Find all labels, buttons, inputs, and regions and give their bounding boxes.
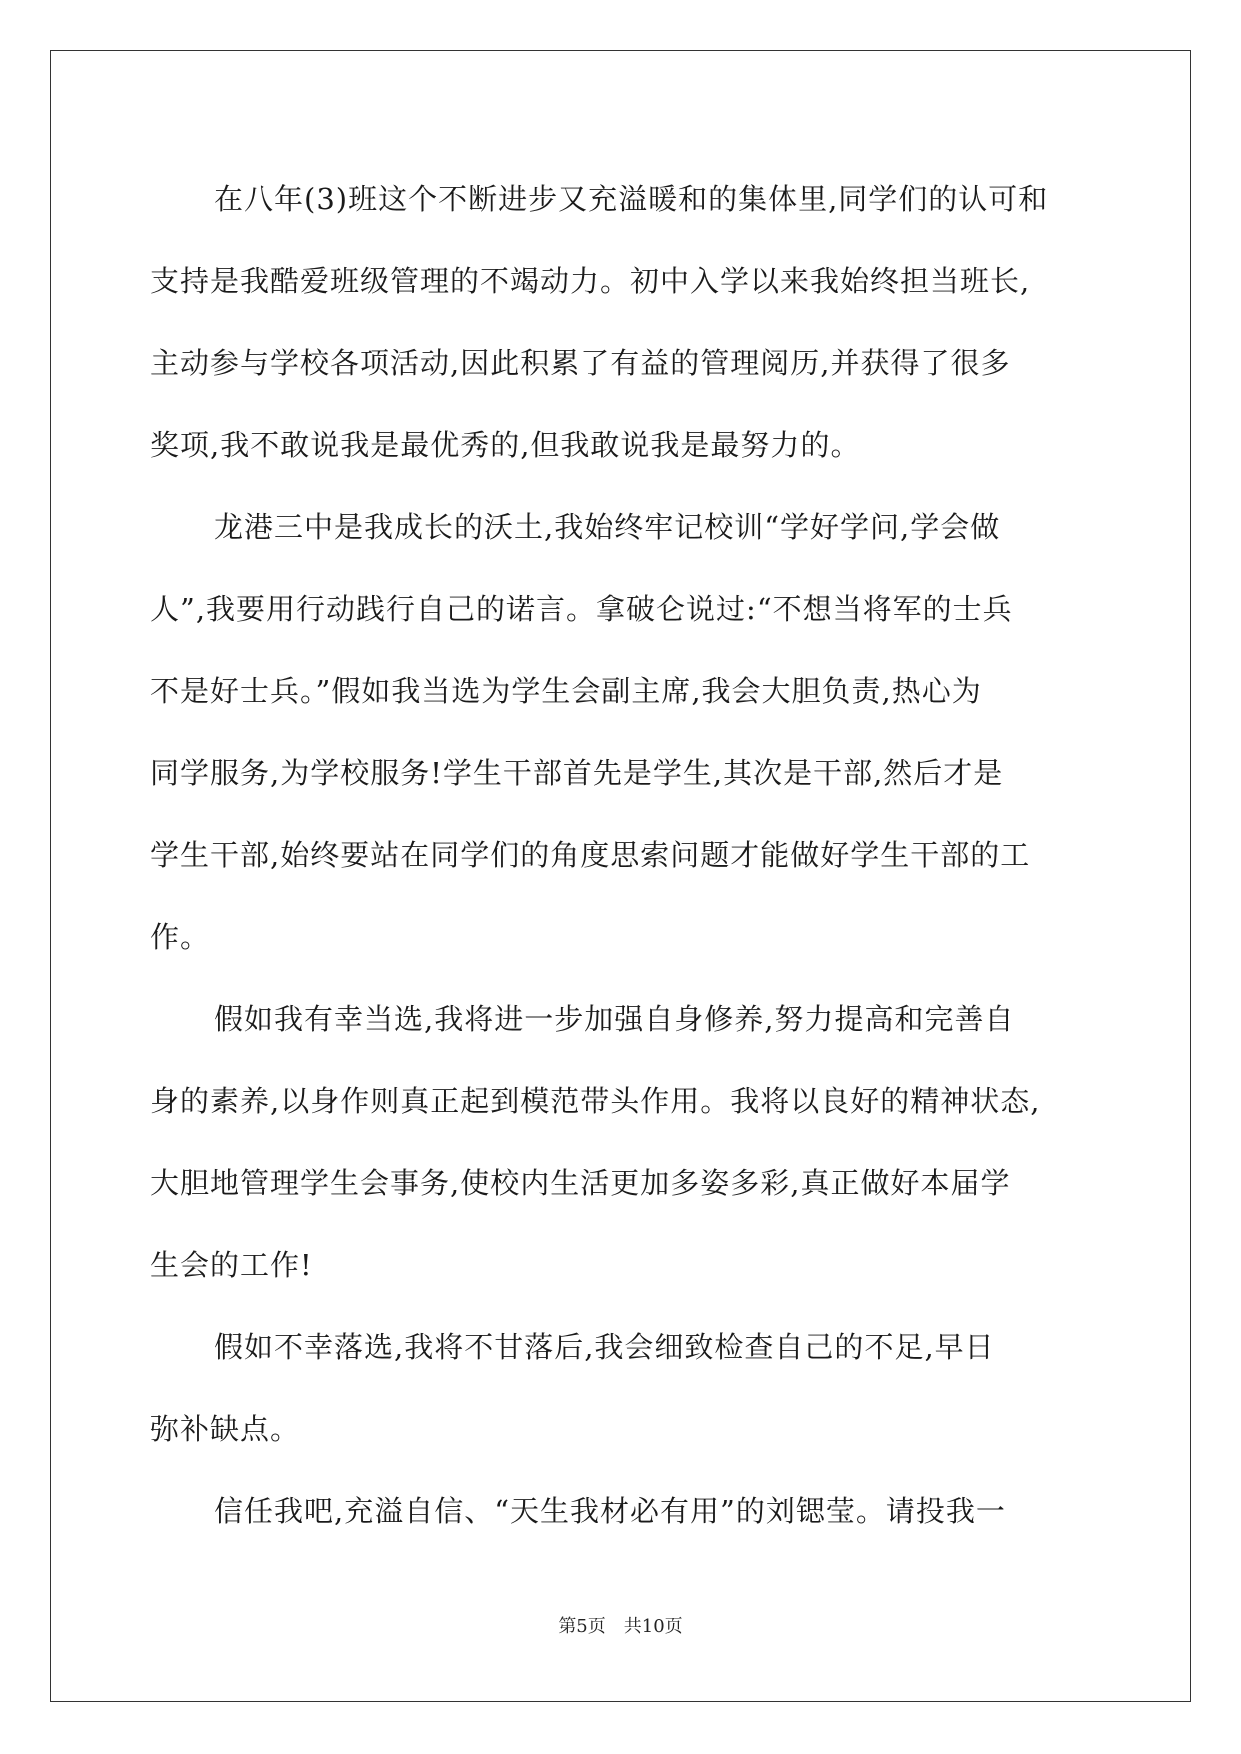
paragraph-line: 支持是我酷爱班级管理的不竭动力。初中入学以来我始终担当班长, [150,264,1031,298]
paragraph-line: 作。 [150,920,211,954]
paragraph-line: 奖项,我不敢说我是最优秀的,但我敢说我是最努力的。 [150,428,861,462]
paragraph-line: 不是好士兵。”假如我当选为学生会副主席,我会大胆负责,热心为 [150,674,982,708]
paragraph-5 [150,1470,1090,1552]
paragraph-1 [150,158,1090,486]
paragraph-line: 学生干部,始终要站在同学们的角度思索问题才能做好学生干部的工 [150,838,1031,872]
paragraph-line: 大胆地管理学生会事务,使校内生活更加多姿多彩,真正做好本届学 [150,1166,1011,1200]
paragraph-line: 主动参与学校各项活动,因此积累了有益的管理阅历,并获得了很多 [150,346,1011,380]
paragraph-line: 同学服务,为学校服务!学生干部首先是学生,其次是干部,然后才是 [150,756,1004,790]
paragraph-line: 假如我有幸当选,我将进一步加强自身修养,努力提高和完善自 [214,1002,1015,1036]
paragraph-4 [150,1306,1090,1470]
page-footer [0,1612,1241,1638]
page-number: 第5页 [558,1616,606,1637]
paragraph-line: 龙港三中是我成长的沃土,我始终牢记校训“学好学问,学会做 [214,510,1001,544]
paragraph-line: 弥补缺点。 [150,1412,301,1446]
paragraph-line: 假如不幸落选,我将不甘落后,我会细致检查自己的不足,早日 [214,1330,995,1364]
paragraph-line: 信任我吧,充溢自信、“天生我材必有用”的刘锶莹。请投我一 [214,1494,1006,1528]
paragraph-3 [150,978,1090,1306]
document-body [150,158,1090,1552]
page-total: 共10页 [623,1616,683,1637]
paragraph-line: 身的素养,以身作则真正起到模范带头作用。我将以良好的精神状态, [150,1084,1041,1118]
paragraph-2 [150,486,1090,978]
paragraph-line: 生会的工作! [150,1248,313,1282]
paragraph-line: 人”,我要用行动践行自己的诺言。拿破仑说过:“不想当将军的士兵 [150,592,1013,626]
paragraph-line: 在八年(3)班这个不断进步又充溢暖和的集体里,同学们的认可和 [214,182,1049,216]
